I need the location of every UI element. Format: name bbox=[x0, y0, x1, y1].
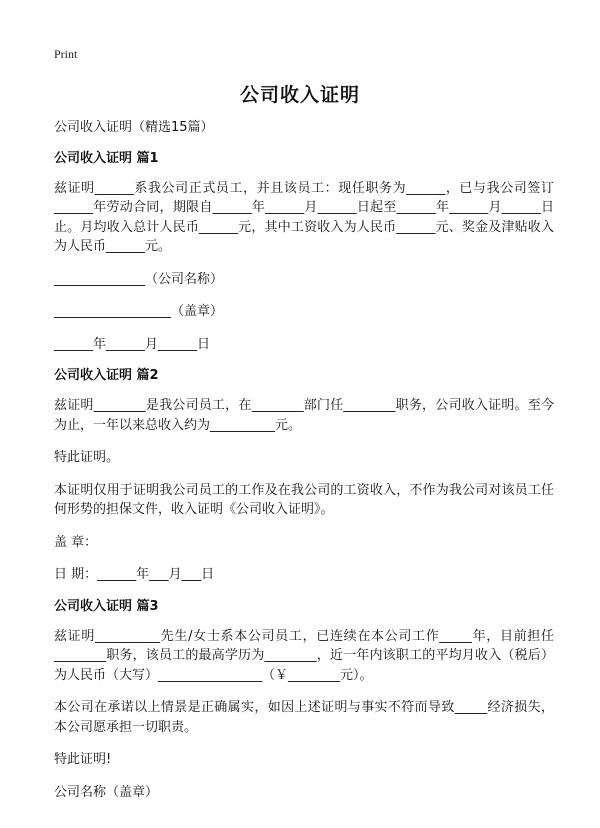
section1-date-line: ______年______月______日 bbox=[54, 336, 211, 352]
section3-paragraph: 兹证明__________先生/女士系本公司员工，已连续在本公司工作_____年，目前担任________职务，该员工的最高学历为________，近一年内该职工的平均月收入（税后）为人民币（大写）________________（￥________元）。 bbox=[54, 628, 554, 683]
section2-date: 日 期：______年___月___日 bbox=[54, 567, 215, 582]
print-link[interactable]: Print bbox=[54, 47, 78, 61]
section2-disclaimer: 本证明仅用于证明我公司员工的工作及在我公司的工资收入，不作为我公司对该员工任何形势的担保文件，收入证明《公司收入证明》。 bbox=[54, 482, 554, 517]
section-heading-2: 公司收入证明 篇2 bbox=[54, 368, 159, 383]
section1-seal-line: __________________（盖章） bbox=[54, 304, 224, 319]
page-title: 公司收入证明 bbox=[239, 84, 360, 106]
document-body bbox=[54, 118, 554, 815]
section2-paragraph: 兹证明________是我公司员工，在________部门任________职务，公司收入证明。至今为止，一年以来总收入约为__________元。 bbox=[54, 398, 554, 433]
section3-company-seal: 公司名称（盖章） bbox=[54, 784, 159, 800]
section2-special-note: 特此证明。 bbox=[54, 450, 120, 465]
document-subtitle: 公司收入证明（精选15篇） bbox=[54, 120, 214, 135]
section2-seal: 盖 章： bbox=[54, 534, 98, 550]
section3-special-note: 特此证明! bbox=[54, 752, 112, 767]
section3-commitment: 本公司在承诺以上情景是正确属实，如因上述证明与事实不符而导致_____经济损失，本公司愿承担一切职责。 bbox=[54, 700, 554, 735]
section1-paragraph: 兹证明______系我公司正式员工，并且该员工：现任职务为______，已与我公司签订______年劳动合同，期限自______年______月______日起至______年______月______日止。月均收入总计人民币______元，其中工资收入为人民币______元、奖金及津贴收入为人民币______元。 bbox=[54, 180, 554, 254]
section1-company-line: ______________（公司名称） bbox=[54, 271, 224, 287]
section-heading-3: 公司收入证明 篇3 bbox=[54, 598, 159, 614]
section-heading-1: 公司收入证明 篇1 bbox=[54, 150, 159, 166]
